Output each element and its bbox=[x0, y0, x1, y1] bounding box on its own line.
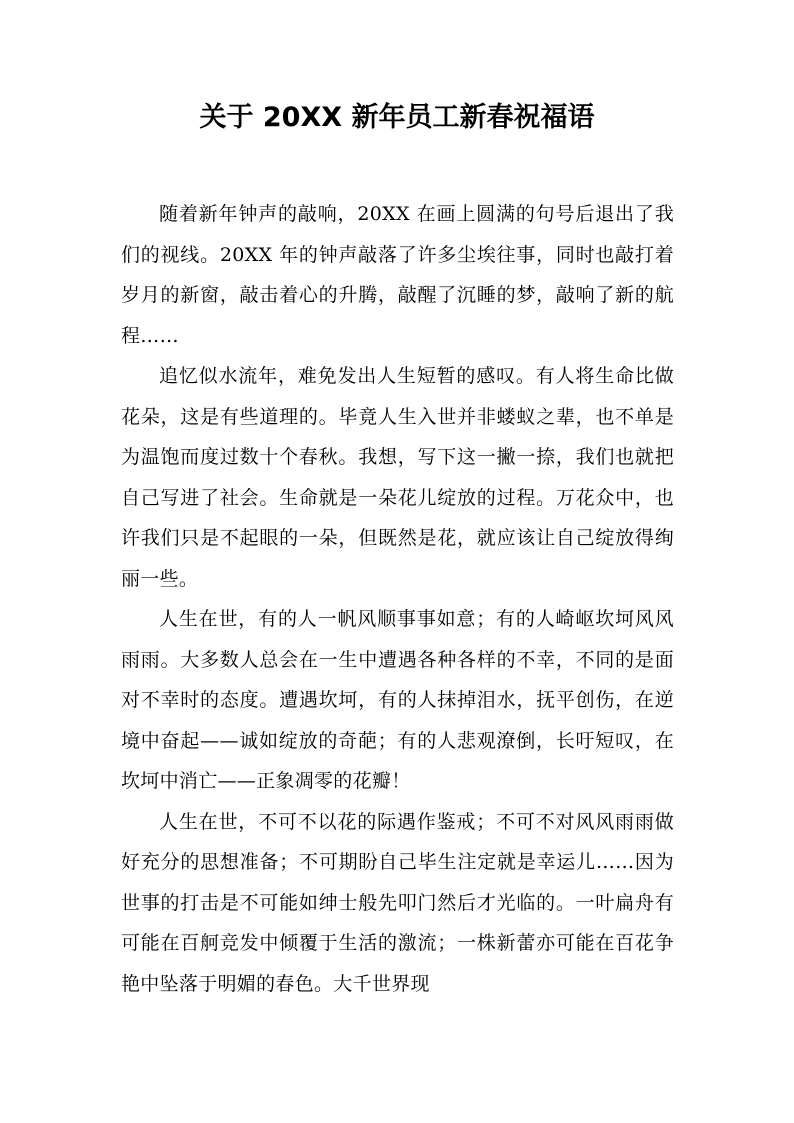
paragraph: 追忆似水流年，难免发出人生短暂的感叹。有人将生命比做花朵，这是有些道理的。毕竟人生入世并非蝼蚁之辈，也不单是为温饱而度过数十个春秋。我想，写下这一撇一捺，我们也就把自己写进了社会。生命就是一朵花儿绽放的过程。万花众中，也许我们只是不起眼的一朵，但既然是花，就应该让自己绽放得绚丽一些。 bbox=[121, 365, 674, 590]
paragraph: 随着新年钟声的敲响，20XX 在画上圆满的句号后退出了我们的视线。20XX 年的钟声敲落了许多尘埃往事，同时也敲打着岁月的新窗，敲击着心的升腾，敲醒了沉睡的梦，敲响了新的航程…… bbox=[121, 203, 674, 347]
paragraph: 人生在世，不可不以花的际遇作鉴戒；不可不对风风雨雨做好充分的思想准备；不可期盼自己毕生注定就是幸运儿……因为世事的打击是不可能如绅士般先叩门然后才光临的。一叶扁舟有可能在百舸竞发中倾覆于生活的激流；一株新蕾亦可能在百花争艳中坠落于明媚的春色。大千世界现 bbox=[121, 810, 674, 995]
document-title: 关于 20XX 新年员工新春祝福语 bbox=[199, 102, 595, 133]
document-body bbox=[121, 194, 674, 1004]
paragraph: 人生在世，有的人一帆风顺事事如意；有的人崎岖坎坷风风雨雨。大多数人总会在一生中遭遇各种各样的不幸，不同的是面对不幸时的态度。遭遇坎坷，有的人抹掉泪水，抚平创伤，在逆境中奋起——诚如绽放的奇葩；有的人悲观潦倒，长吁短叹，在坎坷中消亡——正象凋零的花瓣！ bbox=[121, 608, 674, 792]
